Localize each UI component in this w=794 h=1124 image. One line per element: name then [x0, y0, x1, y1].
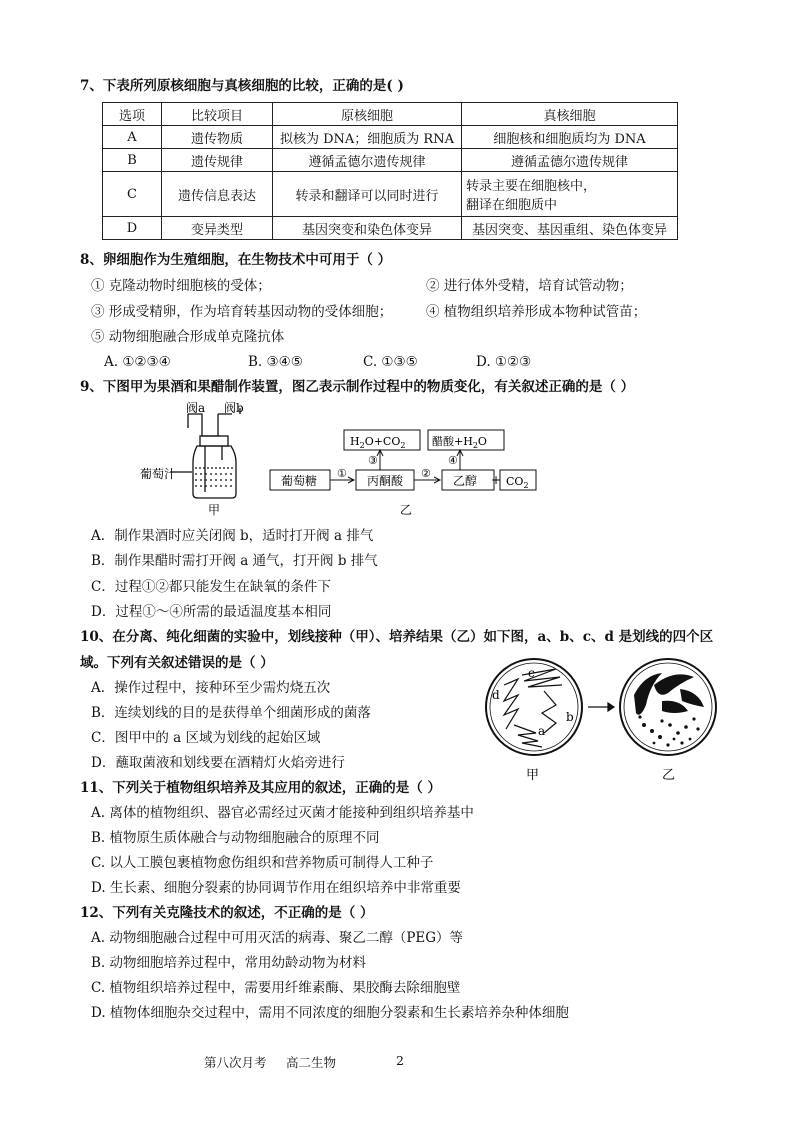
table-cell: C — [103, 172, 162, 217]
fig-yi-label: 乙 — [400, 503, 413, 517]
table-cell: D — [103, 217, 162, 240]
h2o-co2-box: $H_2O+CO_2$ — [350, 435, 406, 450]
table-header: 选项 — [103, 103, 162, 126]
table-header-row — [103, 103, 678, 126]
cell-line: 转录主要在细胞核中， — [466, 179, 597, 194]
step-1-label: ① — [337, 467, 347, 480]
fig-yi-label: 乙 — [662, 768, 676, 783]
colony-growth — [634, 673, 704, 747]
arrow-icon — [588, 703, 614, 711]
q8-choice: D. ①②③ — [476, 354, 532, 370]
q8-item: ② 进行体外受精，培育试管动物； — [426, 278, 633, 294]
region-c-label: c — [528, 666, 535, 680]
table-cell: 变异类型 — [162, 217, 273, 240]
q12-option: D. 植物体细胞杂交过程中，需用不同浓度的细胞分裂素和生长素培养杂种体细胞 — [91, 1005, 569, 1021]
table-cell: A — [103, 126, 162, 149]
q10-option: C．图甲中的 a 区域为划线的起始区域 — [91, 730, 321, 746]
region-d-label: d — [492, 688, 500, 702]
table-row — [103, 149, 678, 172]
q11-option: C. 以人工膜包裹植物愈伤组织和营养物质可制得人工种子 — [91, 855, 434, 871]
table-cell: B — [103, 149, 162, 172]
ethanol-box: 乙醇 — [453, 474, 478, 488]
table-cell: 遵循孟德尔遗传规律 — [273, 149, 462, 172]
table-header: 比较项目 — [162, 103, 273, 126]
co2-box: $CO_2$ — [506, 475, 529, 490]
q9-option: D．过程①～④所需的最适温度基本相同 — [91, 604, 332, 620]
valve-b-label: 阀b — [224, 401, 244, 415]
q8-stem: 8、卵细胞作为生殖细胞，在生物技术中可用于（ ） — [80, 252, 392, 268]
q8-item: ④ 植物组织培养形成本物种试管苗； — [426, 304, 647, 320]
q9-option: C．过程①②都只能发生在缺氧的条件下 — [91, 579, 331, 595]
step-3-label: ③ — [368, 454, 378, 467]
plus-sign: + — [490, 473, 502, 487]
q12-stem: 12、下列有关克隆技术的叙述，不正确的是（ ） — [80, 905, 374, 921]
q10-option: D．蘸取菌液和划线要在酒精灯火焰旁进行 — [91, 755, 345, 771]
step-2-label: ② — [421, 467, 431, 480]
table-cell: 基因突变和染色体变异 — [273, 217, 462, 240]
q11-option: A. 离体的植物组织、器官必需经过灭菌才能接种到组织培养基中 — [91, 805, 474, 821]
table-cell: 遗传规律 — [162, 149, 273, 172]
table-cell: 遗传物质 — [162, 126, 273, 149]
region-a-label: a — [538, 724, 546, 738]
juice-label: 葡萄汁 — [140, 467, 177, 481]
q10-stem: 10、在分离、纯化细菌的实验中，划线接种（甲）、培养结果（乙）如下图，a、b、c、d 是划线的四个区 — [80, 629, 714, 645]
q9-stem: 9、下图甲为果酒和果醋制作装置，图乙表示制作过程中的物质变化，有关叙述正确的是（ ） — [80, 379, 635, 395]
table-cell: 细胞核和细胞质均为 DNA — [462, 126, 678, 149]
q12-option: C. 植物组织培养过程中，需要用纤维素酶、果胶酶去除细胞壁 — [91, 980, 461, 996]
table-cell: 拟核为 DNA；细胞质为 RNA — [273, 126, 462, 149]
region-b-label: b — [566, 710, 574, 724]
table-header: 真核细胞 — [462, 103, 678, 126]
page-number: 2 — [396, 1053, 404, 1068]
table-cell — [462, 172, 678, 217]
streak-plate-figure — [484, 655, 720, 785]
step-4-label: ④ — [448, 454, 458, 467]
q8-choice: B. ③④⑤ — [248, 354, 303, 370]
comparison-table — [102, 102, 678, 240]
table-row — [103, 172, 678, 217]
fig-jia-label: 甲 — [208, 503, 221, 517]
q11-option: D. 生长素、细胞分裂素的协同调节作用在组织培养中非常重要 — [91, 880, 461, 896]
q8-choice: C. ①③⑤ — [363, 354, 418, 370]
table-cell: 基因突变、基因重组、染色体变异 — [462, 217, 678, 240]
fig-jia-label: 甲 — [526, 768, 540, 783]
table-row — [103, 126, 678, 149]
valve-a-label: 阀a — [186, 401, 206, 415]
q9-figure — [140, 398, 540, 520]
table-cell: 遵循孟德尔遗传规律 — [462, 149, 678, 172]
q8-item: ③ 形成受精卵，作为培育转基因动物的受体细胞； — [91, 304, 393, 320]
table-cell: 转录和翻译可以同时进行 — [273, 172, 462, 217]
pyruvate-box: 丙酮酸 — [367, 474, 404, 488]
cell-line: 翻译在细胞质中 — [466, 198, 558, 213]
q8-choice: A. ①②③④ — [104, 354, 171, 370]
q10-option: B．连续划线的目的是获得单个细菌形成的菌落 — [91, 705, 371, 721]
q8-item: ⑤ 动物细胞融合形成单克隆抗体 — [91, 329, 285, 345]
q7-stem: 7、下表所列原核细胞与真核细胞的比较，正确的是( ) — [80, 78, 404, 94]
q10-stem-cont: 域。下列有关叙述错误的是（ ） — [80, 655, 274, 671]
q9-option: B．制作果醋时需打开阀 a 通气，打开阀 b 排气 — [91, 553, 378, 569]
fermentation-apparatus — [170, 408, 240, 498]
q12-option: A. 动物细胞融合过程中可用灭活的病毒、聚乙二醇（PEG）等 — [91, 930, 464, 946]
table-cell: 遗传信息表达 — [162, 172, 273, 217]
q10-option: A．操作过程中，接种环至少需灼烧五次 — [91, 680, 331, 696]
glucose-box: 葡萄糖 — [281, 474, 318, 488]
q11-option: B. 植物原生质体融合与动物细胞融合的原理不同 — [91, 830, 380, 846]
q12-option: B. 动物细胞培养过程中，常用幼龄动物为材料 — [91, 955, 367, 971]
table-row — [103, 217, 678, 240]
footer-subject: 高二生物 — [286, 1055, 337, 1070]
acetic-box: 醋酸$+H_2O$ — [432, 435, 487, 450]
q11-stem: 11、下列关于植物组织培养及其应用的叙述，正确的是（ ） — [80, 780, 441, 796]
streak-lines — [504, 669, 562, 747]
q8-item: ① 克隆动物时细胞核的受体； — [91, 278, 271, 294]
q9-option: A．制作果酒时应关闭阀 b，适时打开阀 a 排气 — [91, 528, 374, 544]
table-header: 原核细胞 — [273, 103, 462, 126]
footer-exam: 第八次月考 — [204, 1055, 267, 1070]
